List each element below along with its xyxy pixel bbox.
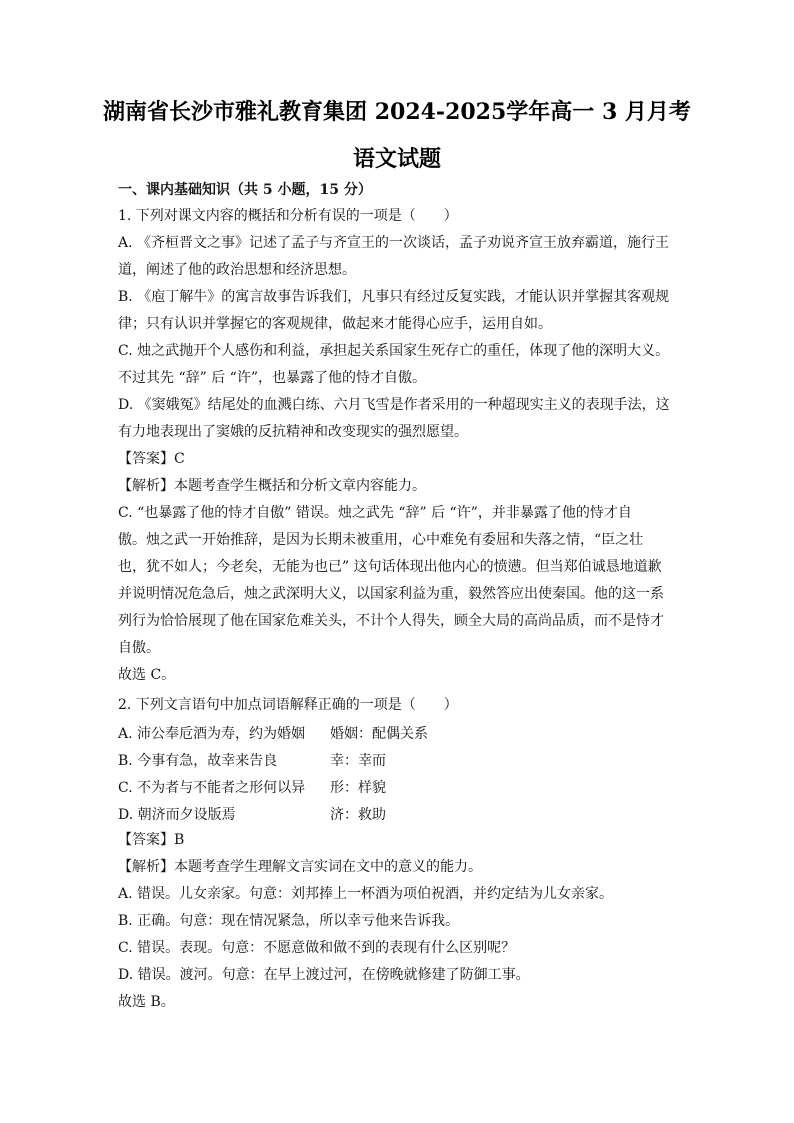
page-subtitle: 语文试题 <box>352 146 441 172</box>
question-1-explanation-line-1: C. “也暴露了他的恃才自傲” 错误。烛之武先 “辞” 后 “许”，并非暴露了他的恃才自 <box>118 505 632 521</box>
question-2-option-c-sentence: C. 不为者与不能者之形何以异 <box>118 780 306 796</box>
question-1-answer: 【答案】C <box>118 451 185 467</box>
question-1-option-a-line-1: A. 《齐桓晋文之事》记述了孟子与齐宣王的一次谈话，孟子劝说齐宣王放弃霸道，施行王 <box>118 235 670 251</box>
question-2-explanation-line-3: C. 错误。表现。句意：不愿意做和做不到的表现有什么区别呢？ <box>118 940 516 956</box>
question-2-analysis: 【解析】本题考查学生理解文言实词在文中的意义的能力。 <box>118 859 482 875</box>
question-1-option-c-line-1: C. 烛之武抛开个人感伤和利益，承担起关系国家生死存亡的重任，体现了他的深明大义。 <box>118 343 670 359</box>
question-1-option-b-line-2: 律；只有认识并掌握它的客观规律，做起来才能得心应手，运用自如。 <box>118 316 552 332</box>
question-1-option-a-line-2: 道，阐述了他的政治思想和经济思想。 <box>118 262 356 278</box>
question-2-option-a-sentence: A. 沛公奉卮酒为寿，约为婚姻 <box>118 726 306 742</box>
question-2-option-c-gloss: 形：样貌 <box>330 780 386 796</box>
question-2-option-d-gloss: 济：救助 <box>330 807 386 823</box>
question-2-conclusion: 故选 B。 <box>118 994 175 1010</box>
question-1-explanation-line-6: 自傲。 <box>118 640 160 656</box>
question-2-explanation-line-4: D. 错误。渡河。句意：在早上渡过河，在傍晚就修建了防御工事。 <box>118 967 530 983</box>
question-1-option-d-line-1: D. 《窦娥冤》结尾处的血溅白练、六月飞雪是作者采用的一种超现实主义的表现手法，这 <box>118 397 670 413</box>
question-1-explanation-line-2: 傲。烛之武一开始推辞，是因为长期未被重用，心中难免有委屈和失落之情，“臣之壮 <box>118 532 644 548</box>
question-2-explanation-line-2: B. 正确。句意：现在情况紧急，所以幸亏他来告诉我。 <box>118 913 460 929</box>
question-2-answer: 【答案】B <box>118 832 185 848</box>
question-1-explanation-line-3: 也，犹不如人；今老矣，无能为也已” 这句话体现出他内心的愤懑。但当郑伯诚恳地道歉 <box>118 559 662 575</box>
question-1-option-d-line-2: 有力地表现出了窦娥的反抗精神和改变现实的强烈愿望。 <box>118 424 468 440</box>
question-2-explanation-line-1: A. 错误。儿女亲家。句意：刘邦捧上一杯酒为项伯祝酒，并约定结为儿女亲家。 <box>118 886 614 902</box>
question-1-conclusion: 故选 C。 <box>118 667 176 683</box>
question-2-option-a-gloss: 婚姻：配偶关系 <box>330 726 428 742</box>
question-2-option-b-gloss: 幸：幸而 <box>330 753 386 769</box>
question-1-analysis: 【解析】本题考查学生概括和分析文章内容能力。 <box>118 478 426 494</box>
page-title: 湖南省长沙市雅礼教育集团 2024-2025学年高一 3 月月考 <box>103 99 691 125</box>
question-2-option-d-sentence: D. 朝济而夕设版焉 <box>118 807 236 823</box>
question-2-option-b-sentence: B. 今事有急，故幸来告良 <box>118 753 278 769</box>
section-heading: 一、课内基础知识（共 5 小题，15 分） <box>118 182 372 198</box>
question-1-option-b-line-1: B. 《庖丁解牛》的寓言故事告诉我们，凡事只有经过反复实践，才能认识并掌握其客观规 <box>118 289 670 305</box>
question-1-explanation-line-4: 并说明情况危急后，烛之武深明大义，以国家利益为重，毅然答应出使秦国。他的这一系 <box>118 586 664 602</box>
question-2-stem: 2. 下列文言语句中加点词语解释正确的一项是（ ） <box>118 697 458 713</box>
question-1-explanation-line-5: 列行为恰恰展现了他在国家危难关头，不计个人得失，顾全大局的高尚品质，而不是恃才 <box>118 613 664 629</box>
question-1-option-c-line-2: 不过其先 “辞” 后 “许”，也暴露了他的恃才自傲。 <box>118 370 426 386</box>
question-1-stem: 1. 下列对课文内容的概括和分析有误的一项是（ ） <box>118 208 458 224</box>
